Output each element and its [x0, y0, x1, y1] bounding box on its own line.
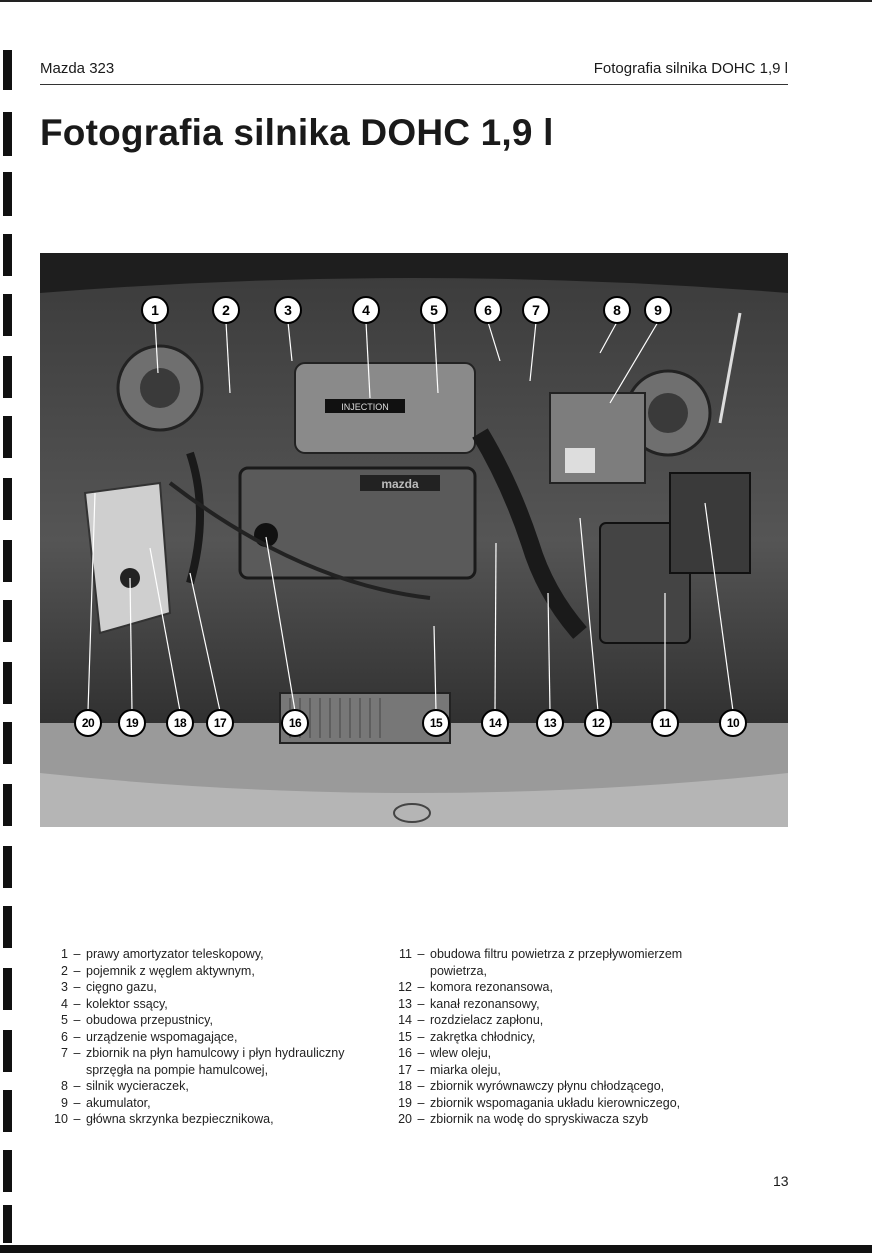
callout-6: 6 [474, 296, 502, 324]
engine-photo [40, 253, 788, 827]
callout-2: 2 [212, 296, 240, 324]
bottom-border [0, 1245, 872, 1253]
callout-20: 20 [74, 709, 102, 737]
legend-item: 10 – główna skrzynka bezpiecznikowa, [54, 1112, 274, 1126]
legend-column-2 [384, 946, 714, 1128]
callout-18: 18 [166, 709, 194, 737]
legend-column-1 [40, 946, 375, 1128]
callout-11: 11 [651, 709, 679, 737]
running-header-left: Mazda 323 [40, 60, 115, 77]
legend-item: 5 – obudowa przepustnicy, [61, 1013, 213, 1027]
legend-item: 20 – zbiornik na wodę do spryskiwacza szyb [398, 1112, 649, 1126]
legend-item: 13 – kanał rezonansowy, [398, 996, 540, 1011]
page-title: Fotografia silnika DOHC 1,9 l [40, 112, 554, 153]
legend-item: 7 – zbiornik na płyn hamulcowy i płyn hydrauliczny sprzęgła na pompie hamulcowej, [61, 1046, 345, 1077]
callout-16: 16 [281, 709, 309, 737]
mazda-logo: mazda [381, 477, 419, 491]
engine-bay-illustration [40, 253, 788, 827]
callout-19: 19 [118, 709, 146, 737]
header-rule [40, 84, 788, 85]
legend-item: 17 – miarka oleju, [398, 1062, 501, 1077]
legend-item: 15 – zakrętka chłodnicy, [398, 1029, 536, 1044]
callout-10: 10 [719, 709, 747, 737]
legend-item: 2 – pojemnik z węglem aktywnym, [61, 963, 255, 978]
legend-item: 6 – urządzenie wspomagające, [61, 1029, 238, 1044]
callout-13: 13 [536, 709, 564, 737]
callout-12: 12 [584, 709, 612, 737]
legend-item: 18 – zbiornik wyrównawczy płynu chłodzącego, [398, 1079, 665, 1093]
callout-9: 9 [644, 296, 672, 324]
legend-item: 12 – komora rezonansowa, [398, 980, 553, 994]
callout-7: 7 [522, 296, 550, 324]
top-border [0, 0, 872, 2]
callout-5: 5 [420, 296, 448, 324]
legend-item: 14 – rozdzielacz zapłonu, [398, 1013, 544, 1027]
legend-item: 8 – silnik wycieraczek, [61, 1079, 189, 1093]
callout-4: 4 [352, 296, 380, 324]
callout-15: 15 [422, 709, 450, 737]
legend-item: 19 – zbiornik wspomagania układu kierowniczego, [398, 1095, 681, 1110]
callout-8: 8 [603, 296, 631, 324]
legend-item: 3 – cięgno gazu, [61, 980, 157, 994]
legend-item: 1 – prawy amortyzator teleskopowy, [61, 947, 264, 961]
legend-item: 4 – kolektor ssący, [61, 996, 168, 1011]
legend-item: 16 – wlew oleju, [398, 1046, 492, 1060]
legend-item: 11 – obudowa filtru powietrza z przepływomierzem powietrza, [399, 947, 683, 978]
running-header-right: Fotografia silnika DOHC 1,9 l [593, 60, 788, 77]
callout-3: 3 [274, 296, 302, 324]
callout-1: 1 [141, 296, 169, 324]
page-number: 13 [773, 1173, 789, 1189]
legend-item: 9 – akumulator, [61, 1095, 151, 1110]
callout-14: 14 [481, 709, 509, 737]
injection-badge: INJECTION [341, 402, 389, 412]
callout-17: 17 [206, 709, 234, 737]
